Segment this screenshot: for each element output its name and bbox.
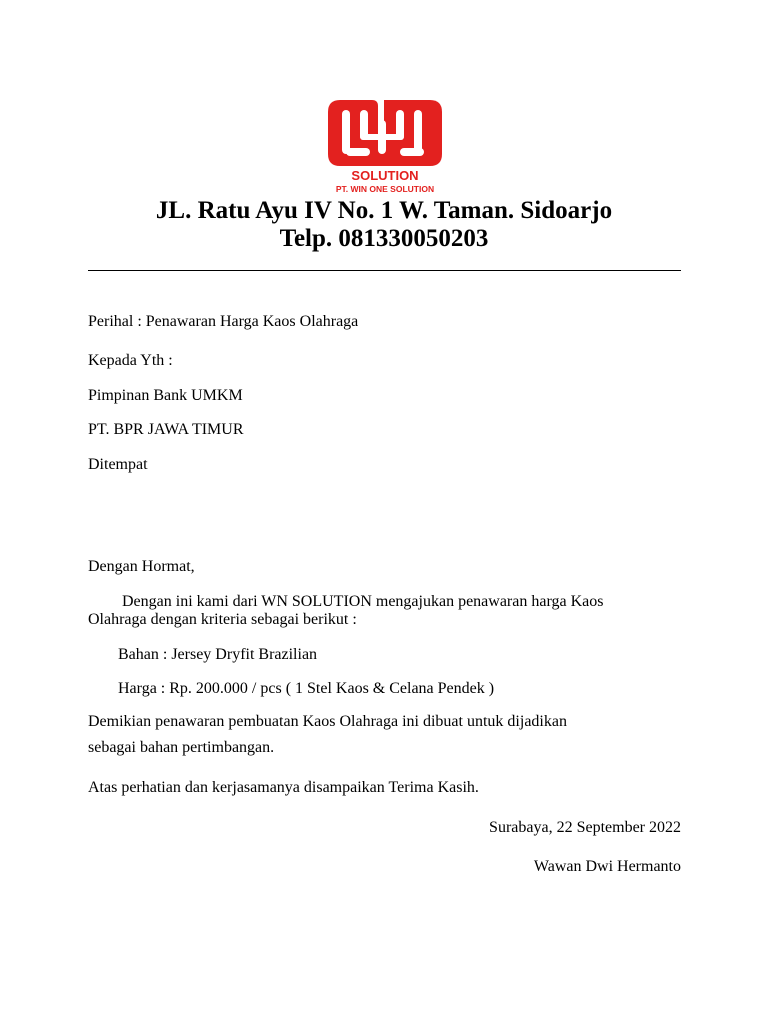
header-address: JL. Ratu Ayu IV No. 1 W. Taman. Sidoarjo [155, 197, 613, 224]
salutation: Dengan Hormat, [88, 558, 195, 575]
company-logo [320, 98, 450, 196]
thanks-line: Atas perhatian dan kerjasamanya disampaikan Terima Kasih. [88, 779, 479, 796]
recipient-title: Pimpinan Bank UMKM [88, 387, 243, 404]
logo-company-name: PT. WIN ONE SOLUTION [335, 184, 435, 194]
closing-line-2: sebagai bahan pertimbangan. [88, 739, 275, 756]
recipient-label: Kepada Yth : [88, 352, 173, 369]
criteria-price: Harga : Rp. 200.000 / pcs ( 1 Stel Kaos & Celana Pendek ) [118, 680, 495, 697]
place-and-date: Surabaya, 22 September 2022 [489, 819, 681, 836]
signatory-name: Wawan Dwi Hermanto [533, 858, 681, 875]
header-phone: Telp. 081330050203 [279, 225, 489, 252]
recipient-location: Ditempat [88, 456, 148, 473]
criteria-material: Bahan : Jersey Dryfit Brazilian [118, 646, 318, 663]
logo-wordmark: SOLUTION [351, 168, 419, 183]
header-divider [88, 270, 681, 271]
intro-line-1: Dengan ini kami dari WN SOLUTION mengajukan penawaran harga Kaos [122, 593, 604, 610]
recipient-company: PT. BPR JAWA TIMUR [88, 421, 244, 438]
wn-logo-mark [320, 98, 450, 196]
letter-subject: Perihal : Penawaran Harga Kaos Olahraga [88, 313, 359, 330]
intro-line-2: Olahraga dengan kriteria sebagai berikut : [88, 611, 357, 628]
closing-line-1: Demikian penawaran pembuatan Kaos Olahraga ini dibuat untuk dijadikan [88, 713, 567, 730]
